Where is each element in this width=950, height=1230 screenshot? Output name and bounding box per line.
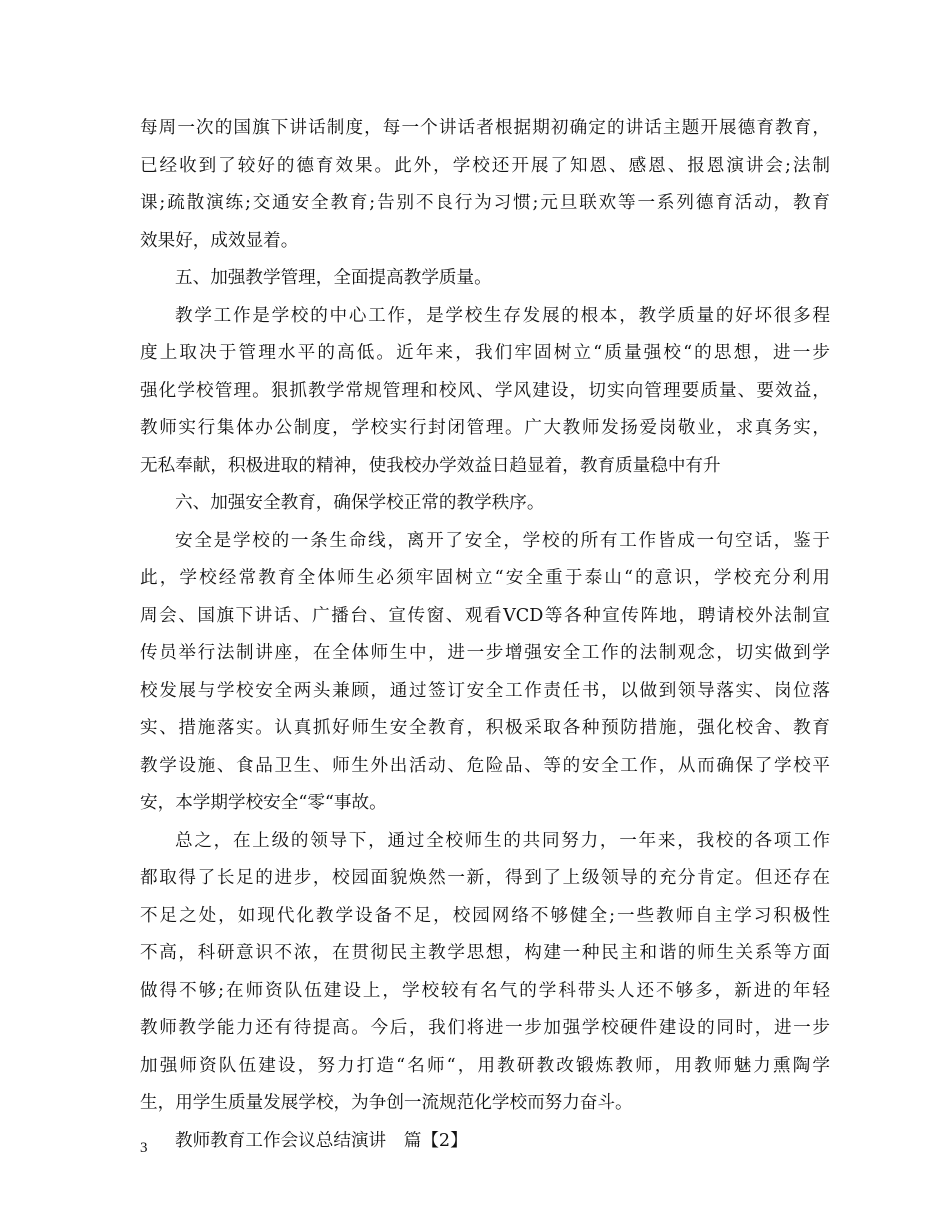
- text-line: 教学工作是学校的中心工作，是学校生存发展的根本，教学质量的好坏很多程: [175, 305, 830, 326]
- text-line: 生，用学生质量发展学校，为争创一流规范化学校而努力奋斗。: [140, 1093, 633, 1113]
- text-line: 不高，科研意识不浓，在贯彻民主教学思想，构建一种民主和谐的师生关系等方面: [140, 943, 830, 963]
- text-line: 已经收到了较好的德育效果。此外，学校还开展了知恩、感恩、报恩演讲会;法制: [140, 155, 830, 176]
- text-line: 教师实行集体办公制度，学校实行封闭管理。广大教师发扬爱岗敬业，求真务实，: [140, 418, 830, 438]
- text-line: 课;疏散演练;交通安全教育;告别不良行为习惯;元旦联欢等一系列德育活动，教育: [140, 193, 830, 213]
- text-line: 安，本学期学校安全“零“事故。: [140, 793, 387, 813]
- text-line: 不足之处，如现代化教学设备不足，校园网络不够健全;一些教师自主学习积极性: [140, 905, 830, 926]
- text-line: 教师教育工作会议总结演讲 篇【2】: [175, 1130, 468, 1151]
- text-line: 无私奉献，积极进取的精神，使我校办学效益日趋显着，教育质量稳中有升: [140, 455, 721, 476]
- text-line: 周会、国旗下讲话、广播台、宣传窗、观看VCD等各种宣传阵地，聘请校外法制宣: [140, 605, 830, 626]
- text-line: 效果好，成效显着。: [140, 230, 299, 251]
- text-line: 教师教学能力还有待提高。今后，我们将进一步加强学校硬件建设的同时，进一步: [140, 1018, 830, 1038]
- text-line: 度上取决于管理水平的高低。近年来，我们牢固树立“质量强校“的思想，进一步: [140, 343, 830, 363]
- text-line: 此，学校经常教育全体师生必须牢固树立“安全重于泰山“的意识，学校充分利用: [140, 568, 830, 588]
- text-line: 教学设施、食品卫生、师生外出活动、危险品、等的安全工作，从而确保了学校平: [140, 755, 830, 776]
- text-line: 安全是学校的一条生命线，离开了安全，学校的所有工作皆成一句空话，鉴于: [175, 530, 830, 551]
- text-line: 五、加强教学管理，全面提高教学质量。: [175, 268, 492, 288]
- page-number: 3: [140, 1140, 148, 1156]
- text-line: 校发展与学校安全两头兼顾，通过签订安全工作责任书，以做到领导落实、岗位落: [140, 680, 830, 701]
- text-line: 做得不够;在师资队伍建设上，学校较有名气的学科带头人还不够多，新进的年轻: [140, 980, 830, 1001]
- text-line: 传员举行法制讲座，在全体师生中，进一步增强安全工作的法制观念，切实做到学: [140, 643, 830, 663]
- text-line: 六、加强安全教育，确保学校正常的教学秩序。: [175, 493, 545, 513]
- text-line: 强化学校管理。狠抓教学常规管理和校风、学风建设，切实向管理要质量、要效益，: [140, 380, 830, 401]
- text-line: 总之，在上级的领导下，通过全校师生的共同努力，一年来，我校的各项工作: [175, 830, 830, 851]
- text-line: 每周一次的国旗下讲话制度，每一个讲话者根据期初确定的讲话主题开展德育教育，: [140, 118, 830, 138]
- text-line: 加强师资队伍建设，努力打造“名师“，用教研教改锻炼教师，用教师魅力熏陶学: [140, 1055, 830, 1076]
- text-line: 实、措施落实。认真抓好师生安全教育，积极采取各种预防措施，强化校舍、教育: [140, 718, 830, 738]
- text-line: 都取得了长足的进步，校园面貌焕然一新，得到了上级领导的充分肯定。但还存在: [140, 868, 830, 888]
- body-text: [140, 110, 830, 1160]
